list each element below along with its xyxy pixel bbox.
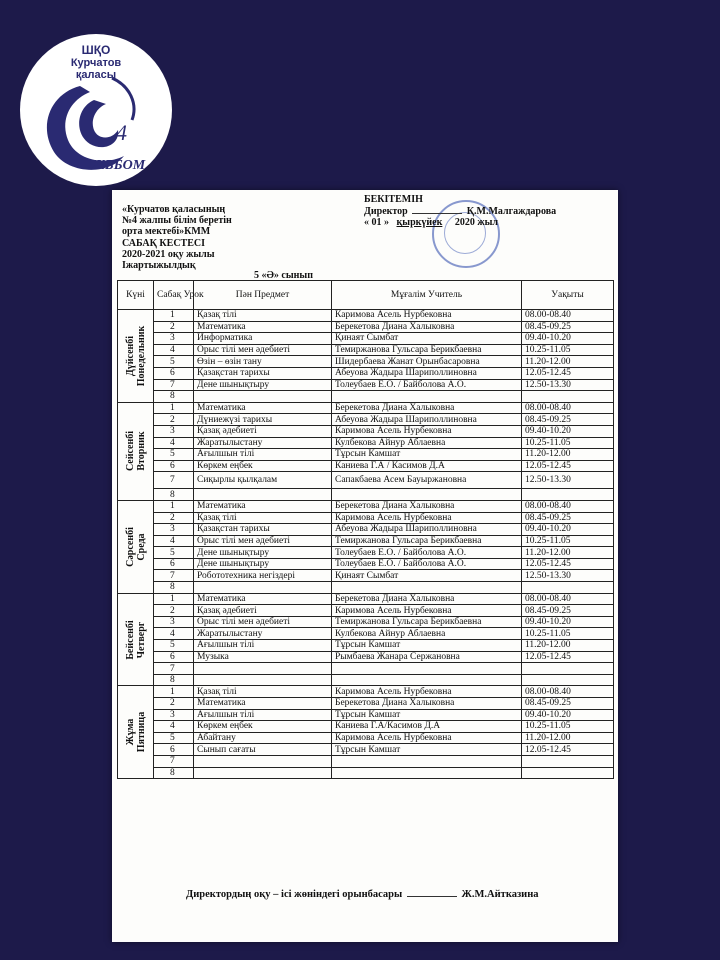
school-header [122,204,362,271]
lesson-number: 2 [154,698,194,710]
subject-cell: Қазақ тілі [194,310,332,322]
time-cell: 08.45-09.25 [522,414,614,426]
director-name: Қ.М.Малгаждарова [466,206,557,218]
teacher-cell: Шидербаева Жанат Орынбасаровна [332,356,522,368]
lesson-number: 2 [154,321,194,333]
header-line: №4 жалпы білім беретін [122,215,232,227]
approval-month: қыркүйек [396,217,443,229]
lesson-number: 7 [154,472,194,489]
table-header-row [118,281,614,310]
teacher-cell [332,674,522,686]
table-row [118,616,614,628]
schedule-table [117,280,614,779]
teacher-cell: Темиржанова Гульсара Берикбаевна [332,616,522,628]
day-label [125,712,147,752]
teacher-cell [332,663,522,675]
subject-cell: Информатика [194,333,332,345]
table-row [118,663,614,675]
school-logo [20,34,172,186]
header-line: САБАҚ КЕСТЕСІ [122,237,205,249]
table-row [118,437,614,449]
lesson-number: 3 [154,616,194,628]
teacher-cell: Кулбекова Айнур Аблаевна [332,437,522,449]
subject-cell: Математика [194,698,332,710]
teacher-cell: Толеубаев Е.О. / Байболова А.О. [332,379,522,391]
subject-cell: Ағылшын тілі [194,640,332,652]
subject-cell: Музыка [194,651,332,663]
time-cell [522,674,614,686]
lesson-number: 7 [154,379,194,391]
teacher-cell: Абеуова Жадыра Шариполлиновна [332,367,522,379]
lesson-number: 3 [154,425,194,437]
teacher-cell: Қинаят Сымбат [332,333,522,345]
lesson-number: 5 [154,732,194,744]
teacher-cell: Рымбаева Жанара Сержановна [332,651,522,663]
schedule-body [118,310,614,779]
time-cell: 10.25-11.05 [522,437,614,449]
table-row [118,425,614,437]
footer-signature [186,888,539,900]
lesson-number: 4 [154,535,194,547]
lesson-number: 6 [154,651,194,663]
teacher-cell: Темиржанова Гульсара Берикбаевна [332,344,522,356]
time-cell: 09.40-10.20 [522,425,614,437]
time-cell: 10.25-11.05 [522,344,614,356]
teacher-cell: Абеуова Жадыра Шариполлиновна [332,414,522,426]
time-cell: 11.20-12.00 [522,449,614,461]
day-cell [118,686,154,779]
teacher-cell: Берекетова Диана Халыковна [332,500,522,512]
time-cell: 08.00-08.40 [522,500,614,512]
table-row [118,674,614,686]
subject-cell [194,663,332,675]
time-cell: 12.05-12.45 [522,367,614,379]
teacher-cell [332,391,522,403]
time-cell: 09.40-10.20 [522,333,614,345]
table-row [118,651,614,663]
time-cell: 08.00-08.40 [522,686,614,698]
day-name-ru: Четверг [135,621,147,658]
teacher-cell: Тұрсын Камшат [332,640,522,652]
teacher-cell: Каримова Асель Нурбековна [332,310,522,322]
time-cell: 08.45-09.25 [522,512,614,524]
lesson-number: 5 [154,547,194,559]
logo-line1: ШҚО [81,43,111,57]
time-cell: 08.45-09.25 [522,698,614,710]
lesson-number: 8 [154,767,194,779]
time-cell: 11.20-12.00 [522,356,614,368]
table-row [118,472,614,489]
teacher-cell: Толеубаев Е.О. / Байболова А.О. [332,547,522,559]
subject-cell [194,582,332,594]
class-name: 5 «Ә» сынып [254,270,313,281]
lesson-number: 4 [154,721,194,733]
day-name-kz: Жұма [124,718,136,746]
subject-cell: Орыс тілі мен әдебиеті [194,344,332,356]
time-cell: 10.25-11.05 [522,721,614,733]
table-row [118,489,614,501]
approval-year: 2020 жыл [454,217,499,229]
schedule-document [112,190,618,942]
time-cell: 08.00-08.40 [522,402,614,414]
table-row [118,512,614,524]
subject-cell: Көркем еңбек [194,460,332,472]
day-cell [118,593,154,686]
table-row [118,698,614,710]
table-row [118,767,614,779]
teacher-cell: Каримова Асель Нурбековна [332,686,522,698]
table-row [118,547,614,559]
teacher-cell: Каримова Асель Нурбековна [332,512,522,524]
lesson-number: 2 [154,512,194,524]
time-cell: 08.00-08.40 [522,310,614,322]
table-row [118,686,614,698]
table-row [118,640,614,652]
footer-label: Директордың оқу – ісі жөніндегі орынбасары [186,889,403,900]
subject-cell: Дене шынықтыру [194,547,332,559]
subject-cell: Математика [194,321,332,333]
table-row [118,709,614,721]
logo-brand: ЖББОМ [92,158,146,173]
table-row [118,379,614,391]
footer-name: Ж.М.Айтказина [461,889,539,900]
lesson-number: 4 [154,437,194,449]
table-row [118,558,614,570]
subject-cell: Абайтану [194,732,332,744]
lesson-number: 6 [154,744,194,756]
time-cell: 12.05-12.45 [522,558,614,570]
time-cell: 12.50-13.30 [522,570,614,582]
subject-cell: Көркем еңбек [194,721,332,733]
lesson-number: 1 [154,593,194,605]
table-row [118,321,614,333]
subject-cell: Қазақстан тарихы [194,524,332,536]
lesson-number: 7 [154,755,194,767]
header-line: 2020-2021 оқу жылы [122,248,215,260]
subject-cell: Математика [194,593,332,605]
teacher-cell: Каниева Г.А/Касимов Д.А [332,721,522,733]
teacher-cell: Тұрсын Камшат [332,449,522,461]
day-label [125,620,147,659]
col-day: Күні [118,281,154,310]
day-label [125,431,147,471]
subject-cell [194,674,332,686]
table-row [118,310,614,322]
teacher-cell: Берекетова Диана Халыковна [332,321,522,333]
subject-cell [194,767,332,779]
lesson-number: 8 [154,674,194,686]
subject-cell: Қазақстан тарихы [194,367,332,379]
subject-cell: Дене шынықтыру [194,379,332,391]
teacher-cell: Каримова Асель Нурбековна [332,732,522,744]
subject-cell: Сиқырлы қылқалам [194,472,332,489]
subject-cell: Ағылшын тілі [194,709,332,721]
subject-cell: Дене шынықтыру [194,558,332,570]
table-row [118,570,614,582]
table-row [118,593,614,605]
table-row [118,524,614,536]
time-cell: 08.00-08.40 [522,593,614,605]
teacher-cell: Абеуова Жадыра Шариполлиновна [332,524,522,536]
day-cell [118,500,154,593]
header-line: орта мектебі»КММ [122,226,211,238]
lesson-number: 4 [154,628,194,640]
teacher-cell: Каримова Асель Нурбековна [332,425,522,437]
teacher-cell [332,489,522,501]
table-row [118,582,614,594]
teacher-cell: Каримова Асель Нурбековна [332,605,522,617]
teacher-cell: Каниева Г.А / Касимов Д.А [332,460,522,472]
subject-cell: Қазақ тілі [194,512,332,524]
lesson-number: 3 [154,524,194,536]
subject-cell: Өзін – өзін тану [194,356,332,368]
subject-cell: Жаратылыстану [194,628,332,640]
teacher-cell [332,755,522,767]
lesson-number: 4 [154,344,194,356]
teacher-cell: Тұрсын Камшат [332,744,522,756]
teacher-cell: Сапакбаева Асем Бауыржановна [332,472,522,489]
table-row [118,500,614,512]
subject-cell: Дүниежүзі тарихы [194,414,332,426]
time-cell: 11.20-12.00 [522,547,614,559]
table-row [118,755,614,767]
time-cell: 12.50-13.30 [522,472,614,489]
teacher-cell: Берекетова Диана Халыковна [332,402,522,414]
subject-cell: Сынып сағаты [194,744,332,756]
time-cell [522,767,614,779]
teacher-cell: Берекетова Диана Халыковна [332,698,522,710]
table-row [118,344,614,356]
day-name-kz: Бейсенбі [124,619,136,660]
lesson-number: 2 [154,605,194,617]
col-lesson: Сабақ Урок [154,281,194,310]
table-row [118,535,614,547]
lesson-number: 5 [154,356,194,368]
time-cell: 12.05-12.45 [522,460,614,472]
subject-cell: Математика [194,402,332,414]
signature-icon [407,888,457,897]
subject-cell: Қазақ тілі [194,686,332,698]
day-name-ru: Вторник [135,431,147,471]
table-row [118,744,614,756]
teacher-cell: Кулбекова Айнур Аблаевна [332,628,522,640]
lesson-number: 1 [154,402,194,414]
teacher-cell [332,582,522,594]
subject-cell: Ағылшын тілі [194,449,332,461]
lesson-number: 1 [154,500,194,512]
lesson-number: 3 [154,709,194,721]
lesson-number: 3 [154,333,194,345]
time-cell: 10.25-11.05 [522,535,614,547]
col-subject: Пән Предмет [194,281,332,310]
subject-cell: Орыс тілі мен әдебиеті [194,535,332,547]
day-label [125,527,147,567]
lesson-number: 1 [154,686,194,698]
subject-cell: Қазақ әдебиеті [194,605,332,617]
time-cell: 12.05-12.45 [522,744,614,756]
lesson-number: 6 [154,367,194,379]
lesson-number: 5 [154,640,194,652]
time-cell: 09.40-10.20 [522,616,614,628]
table-row [118,721,614,733]
lesson-number: 2 [154,414,194,426]
header-line: «Курчатов қаласының [122,204,226,215]
time-cell: 09.40-10.20 [522,524,614,536]
day-name-kz: Дүйсенбі [124,335,136,376]
lesson-number: 6 [154,558,194,570]
subject-cell [194,755,332,767]
table-row [118,391,614,403]
time-cell [522,582,614,594]
signature-icon [412,205,462,214]
table-row [118,333,614,345]
table-row [118,605,614,617]
lesson-number: 1 [154,310,194,322]
time-cell: 08.45-09.25 [522,605,614,617]
teacher-cell [332,767,522,779]
table-row [118,402,614,414]
day-name-kz: Сейсенбі [124,431,136,472]
time-cell: 12.05-12.45 [522,651,614,663]
table-row [118,449,614,461]
col-teacher: Мұғалім Учитель [332,281,522,310]
teacher-cell: Берекетова Диана Халыковна [332,593,522,605]
teacher-cell: Қинаят Сымбат [332,570,522,582]
table-row [118,732,614,744]
day-cell [118,310,154,403]
director-label: Директор [364,206,408,218]
time-cell [522,663,614,675]
teacher-cell: Тұрсын Камшат [332,709,522,721]
approval-day: « 01 » [364,217,389,229]
subject-cell [194,489,332,501]
day-name-kz: Сәрсенбі [124,526,136,567]
table-row [118,367,614,379]
logo-line2: Курчатов [70,57,122,69]
time-cell [522,489,614,501]
day-cell [118,402,154,500]
day-name-ru: Среда [135,533,147,561]
time-cell: 10.25-11.05 [522,628,614,640]
time-cell: 11.20-12.00 [522,640,614,652]
lesson-number: 7 [154,570,194,582]
subject-cell: Қазақ әдебиеті [194,425,332,437]
time-cell: 08.45-09.25 [522,321,614,333]
day-label [125,326,147,387]
lesson-number: 5 [154,449,194,461]
lesson-number: 7 [154,663,194,675]
lesson-number: 8 [154,391,194,403]
subject-cell: Орыс тілі мен әдебиеті [194,616,332,628]
time-cell [522,391,614,403]
header-line: Iжартыжылдық [122,260,196,272]
lesson-number: 6 [154,460,194,472]
table-row [118,628,614,640]
lesson-number: 8 [154,582,194,594]
logo-line3: қаласы [75,69,117,81]
day-name-ru: Пятница [135,712,147,753]
teacher-cell: Темиржанова Гульсара Берикбаевна [332,535,522,547]
day-name-ru: Понедельник [135,325,147,387]
table-row [118,414,614,426]
logo-number: 4 [116,120,127,145]
time-cell: 09.40-10.20 [522,709,614,721]
lesson-number: 8 [154,489,194,501]
subject-cell [194,391,332,403]
approval-block [364,194,614,229]
time-cell [522,755,614,767]
subject-cell: Математика [194,500,332,512]
table-row [118,356,614,368]
table-row [118,460,614,472]
approval-title: БЕКІТЕМІН [364,194,423,205]
teacher-cell: Толеубаев Е.О. / Байболова А.О. [332,558,522,570]
subject-cell: Робототехника негіздері [194,570,332,582]
time-cell: 11.20-12.00 [522,732,614,744]
subject-cell: Жаратылыстану [194,437,332,449]
time-cell: 12.50-13.30 [522,379,614,391]
col-time: Уақыты [522,281,614,310]
